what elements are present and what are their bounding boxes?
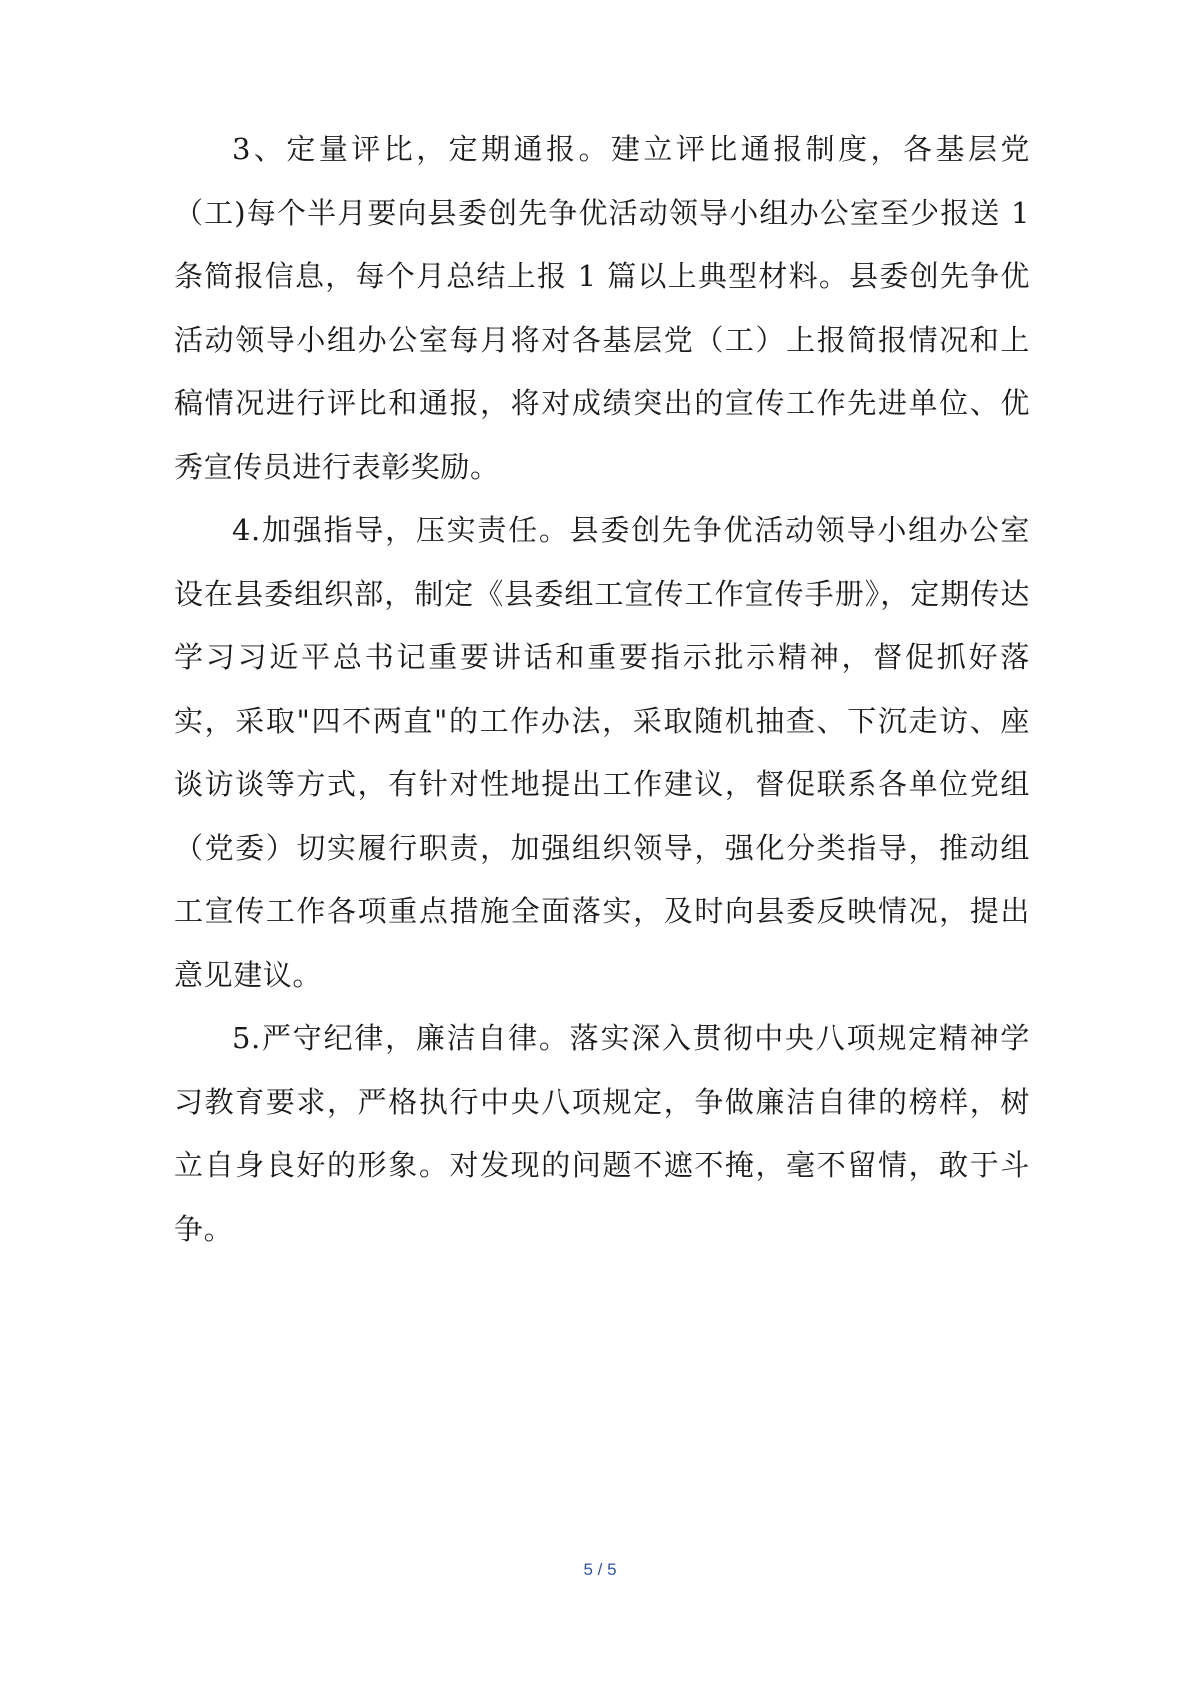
page-number-footer: 5 / 5 xyxy=(583,1560,617,1579)
paragraph-item-4: 4.加强指导，压实责任。县委创先争优活动领导小组办公室设在县委组织部，制定《县委组工宣传工作宣传手册》，定期传达学习习近平总书记重要讲话和重要指示批示精神，督促抓好落实，采取"四不两直"的工作办法，采取随机抽查、下沉走访、座谈访谈等方式，有针对性地提出工作建议，督促联系各单位党组（党委）切实履行职责，加强组织领导，强化分类指导，推动组工宣传工作各项重点措施全面落实，及时向县委反映情况，提出意见建议。 xyxy=(174,513,1030,992)
document-body xyxy=(174,118,1030,1261)
paragraph-item-3: 3、定量评比，定期通报。建立评比通报制度，各基层党（工)每个半月要向县委创先争优活动领导小组办公室至少报送 1 条简报信息，每个月总结上报 1 篇以上典型材料。县委创先争优活动领导小组办公室每月将对各基层党（工）上报简报情况和上稿情况进行评比和通报，将对成绩突出的宣传工作先进单位、优秀宣传员进行表彰奖励。 xyxy=(174,132,1030,484)
paragraph-item-5: 5.严守纪律，廉洁自律。落实深入贯彻中央八项规定精神学习教育要求，严格执行中央八项规定，争做廉洁自律的榜样，树立自身良好的形象。对发现的问题不遮不掩，毫不留情，敢于斗争。 xyxy=(174,1021,1030,1246)
